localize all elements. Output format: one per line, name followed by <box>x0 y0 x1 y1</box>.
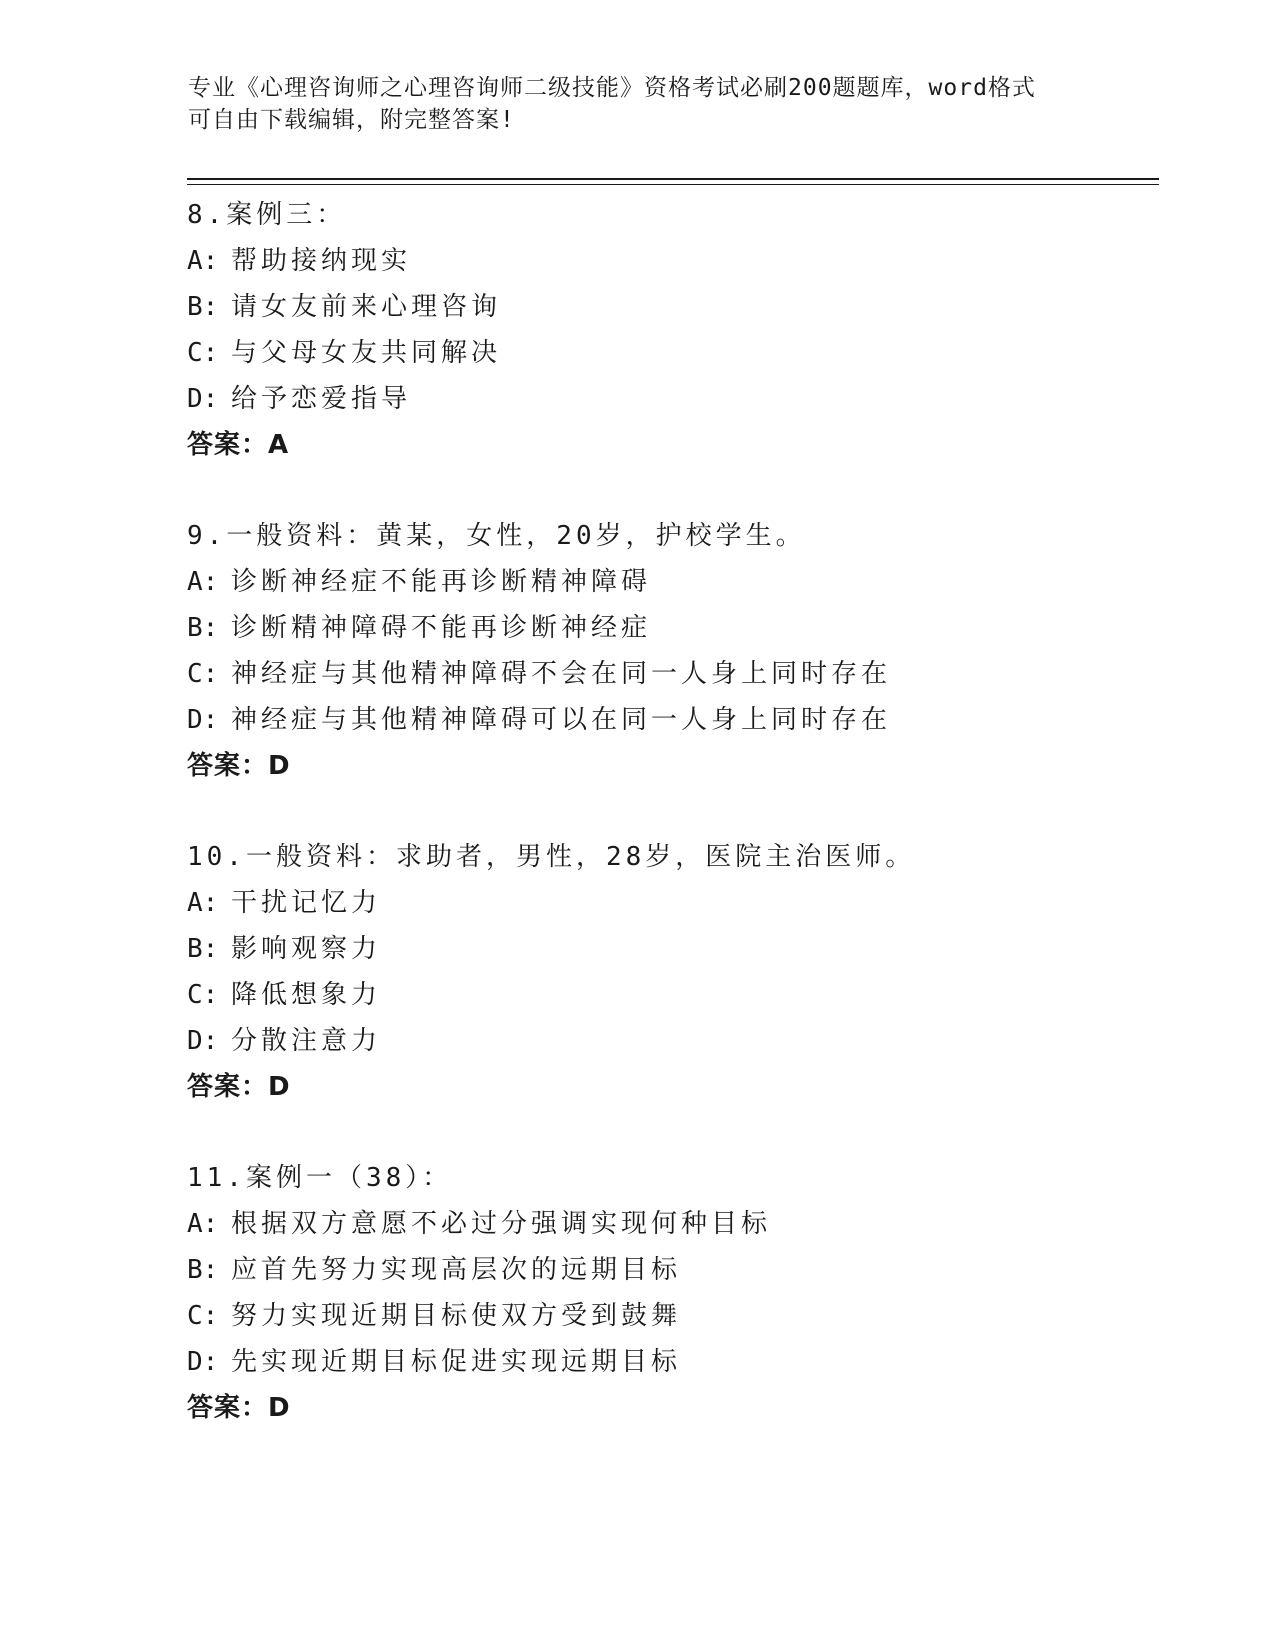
question-stem: 10.一般资料：求助者，男性，28岁，医院主治医师。 <box>187 842 916 872</box>
option-text: 先实现近期目标促进实现远期目标 <box>231 1347 682 1377</box>
option-letter: B: <box>187 292 219 322</box>
question-item <box>187 513 1147 789</box>
option-letter: C: <box>187 980 219 1010</box>
option-letter: D: <box>187 1026 219 1056</box>
option-letter: D: <box>187 705 219 735</box>
option-c <box>187 330 1147 376</box>
document-header <box>188 72 1088 136</box>
option-text: 降低想象力 <box>231 980 382 1010</box>
header-title-line-1: 专业《心理咨询师之心理咨询师二级技能》资格考试必刷200题题库，word格式 <box>188 75 1036 101</box>
option-text: 帮助接纳现实 <box>231 246 412 276</box>
option-text: 诊断精神障碍不能再诊断神经症 <box>231 613 652 643</box>
option-letter: C: <box>187 1301 219 1331</box>
option-b <box>187 284 1147 330</box>
question-stem: 9.一般资料：黄某，女性，20岁，护校学生。 <box>187 521 806 551</box>
option-letter: C: <box>187 338 219 368</box>
option-d <box>187 1339 1147 1385</box>
option-a <box>187 238 1147 284</box>
option-text: 影响观察力 <box>231 934 382 964</box>
option-letter: A: <box>187 567 219 597</box>
option-b <box>187 605 1147 651</box>
option-text: 干扰记忆力 <box>231 888 382 918</box>
option-text: 努力实现近期目标使双方受到鼓舞 <box>231 1301 682 1331</box>
option-text: 诊断神经症不能再诊断精神障碍 <box>231 567 652 597</box>
option-text: 与父母女友共同解决 <box>231 338 502 368</box>
option-letter: C: <box>187 659 219 689</box>
option-text: 请女友前来心理咨询 <box>231 292 502 322</box>
option-letter: B: <box>187 934 219 964</box>
option-letter: D: <box>187 1347 219 1377</box>
option-letter: A: <box>187 246 219 276</box>
option-letter: B: <box>187 613 219 643</box>
answer-line: 答案：A <box>187 430 290 460</box>
answer-line: 答案：D <box>187 751 291 781</box>
answer-line: 答案：D <box>187 1393 291 1423</box>
option-d <box>187 697 1147 743</box>
option-a <box>187 1201 1147 1247</box>
option-letter: A: <box>187 888 219 918</box>
option-text: 应首先努力实现高层次的远期目标 <box>231 1255 682 1285</box>
question-stem: 11.案例一（38）： <box>187 1163 453 1193</box>
option-c <box>187 651 1147 697</box>
option-a <box>187 559 1147 605</box>
question-item <box>187 834 1147 1110</box>
option-d <box>187 1018 1147 1064</box>
question-item <box>187 1155 1147 1431</box>
header-divider-thin <box>187 184 1159 185</box>
option-d <box>187 376 1147 422</box>
option-a <box>187 880 1147 926</box>
question-stem: 8.案例三： <box>187 200 347 230</box>
option-letter: A: <box>187 1209 219 1239</box>
option-text: 根据双方意愿不必过分强调实现何种目标 <box>231 1209 772 1239</box>
header-title-line-2: 可自由下载编辑，附完整答案! <box>188 107 515 133</box>
option-text: 给予恋爱指导 <box>231 384 412 414</box>
option-text: 神经症与其他精神障碍可以在同一人身上同时存在 <box>231 705 892 735</box>
option-b <box>187 926 1147 972</box>
option-b <box>187 1247 1147 1293</box>
option-text: 神经症与其他精神障碍不会在同一人身上同时存在 <box>231 659 892 689</box>
question-item <box>187 192 1147 468</box>
header-divider-thick <box>187 178 1159 180</box>
question-list <box>187 192 1147 1476</box>
option-letter: B: <box>187 1255 219 1285</box>
answer-line: 答案：D <box>187 1072 291 1102</box>
option-c <box>187 972 1147 1018</box>
option-letter: D: <box>187 384 219 414</box>
option-text: 分散注意力 <box>231 1026 382 1056</box>
option-c <box>187 1293 1147 1339</box>
